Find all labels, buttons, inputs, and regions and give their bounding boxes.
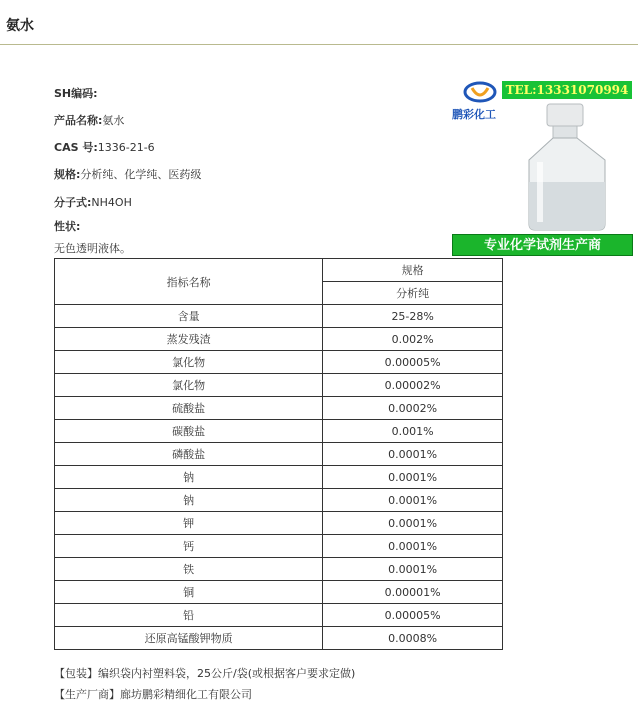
header-indicator-name: 指标名称 — [55, 259, 323, 305]
property-label: 性状: — [54, 220, 81, 233]
property-line — [54, 218, 80, 234]
table-row — [55, 489, 503, 512]
table-row — [55, 558, 503, 581]
company-logo-text: 鹏彩化工 — [452, 108, 496, 121]
row-indicator-name: 铅 — [55, 604, 323, 627]
product-name-value: 氨水 — [102, 114, 125, 127]
row-indicator-name: 钾 — [55, 512, 323, 535]
row-indicator-name: 钠 — [55, 489, 323, 512]
row-spec-value: 0.0001% — [323, 535, 503, 558]
formula-value: NH4OH — [91, 196, 132, 209]
product-name-line — [54, 112, 124, 128]
cas-line — [54, 139, 155, 155]
row-spec-value: 0.002% — [323, 328, 503, 351]
page-title: 氨水 — [6, 18, 34, 34]
table-row — [55, 328, 503, 351]
row-spec-value: 0.001% — [323, 420, 503, 443]
table-row — [55, 443, 503, 466]
row-spec-value: 0.0001% — [323, 512, 503, 535]
row-indicator-name: 氯化物 — [55, 351, 323, 374]
row-indicator-name: 氯化物 — [55, 374, 323, 397]
row-spec-value: 0.00002% — [323, 374, 503, 397]
table-header-row — [55, 259, 503, 282]
row-indicator-name: 含量 — [55, 305, 323, 328]
row-spec-value: 0.0001% — [323, 558, 503, 581]
row-indicator-name: 磷酸盐 — [55, 443, 323, 466]
row-indicator-name: 钠 — [55, 466, 323, 489]
property-value: 无色透明液体。 — [54, 242, 131, 255]
company-logo-icon — [460, 78, 500, 108]
row-spec-value: 0.00001% — [323, 581, 503, 604]
product-name-label: 产品名称: — [54, 114, 103, 127]
row-indicator-name: 钙 — [55, 535, 323, 558]
slogan-banner: 专业化学试剂生产商 — [452, 234, 633, 256]
row-indicator-name: 硫酸盐 — [55, 397, 323, 420]
table-row — [55, 374, 503, 397]
sh-code-label: SH编码: — [54, 87, 98, 100]
reagent-bottle-icon — [507, 102, 627, 232]
spec-table — [54, 258, 503, 650]
row-spec-value: 0.00005% — [323, 351, 503, 374]
row-indicator-name: 铁 — [55, 558, 323, 581]
table-row — [55, 397, 503, 420]
formula-line — [54, 194, 132, 210]
row-spec-value: 0.00005% — [323, 604, 503, 627]
row-spec-value: 25-28% — [323, 305, 503, 328]
table-row — [55, 466, 503, 489]
row-indicator-name: 碳酸盐 — [55, 420, 323, 443]
table-row — [55, 581, 503, 604]
spec-label: 规格: — [54, 168, 81, 181]
cas-value: 1336-21-6 — [97, 141, 155, 154]
header-spec: 规格 — [323, 259, 503, 282]
packaging-note: 【包装】编织袋内衬塑料袋，25公斤/袋(或根据客户要求定做) — [54, 667, 356, 680]
table-row — [55, 420, 503, 443]
spec-value: 分析纯、化学纯、医药级 — [80, 168, 202, 181]
spec-line — [54, 166, 201, 182]
title-divider — [0, 44, 638, 45]
row-spec-value: 0.0008% — [323, 627, 503, 650]
sh-code-line — [54, 85, 98, 101]
product-image — [452, 76, 633, 256]
tel-banner: TEL:13331070994 — [502, 81, 632, 99]
row-spec-value: 0.0001% — [323, 489, 503, 512]
header-grade: 分析纯 — [323, 282, 503, 305]
manufacturer-note: 【生产厂商】廊坊鹏彩精细化工有限公司 — [54, 688, 252, 701]
table-row — [55, 351, 503, 374]
table-row — [55, 305, 503, 328]
row-indicator-name: 还原高锰酸钾物质 — [55, 627, 323, 650]
table-row — [55, 535, 503, 558]
row-spec-value: 0.0001% — [323, 466, 503, 489]
table-row — [55, 604, 503, 627]
row-spec-value: 0.0001% — [323, 443, 503, 466]
table-row — [55, 512, 503, 535]
formula-label: 分子式: — [54, 196, 92, 209]
row-spec-value: 0.0002% — [323, 397, 503, 420]
row-indicator-name: 铜 — [55, 581, 323, 604]
cas-label: CAS 号: — [54, 141, 98, 154]
table-row — [55, 627, 503, 650]
row-indicator-name: 蒸发残渣 — [55, 328, 323, 351]
